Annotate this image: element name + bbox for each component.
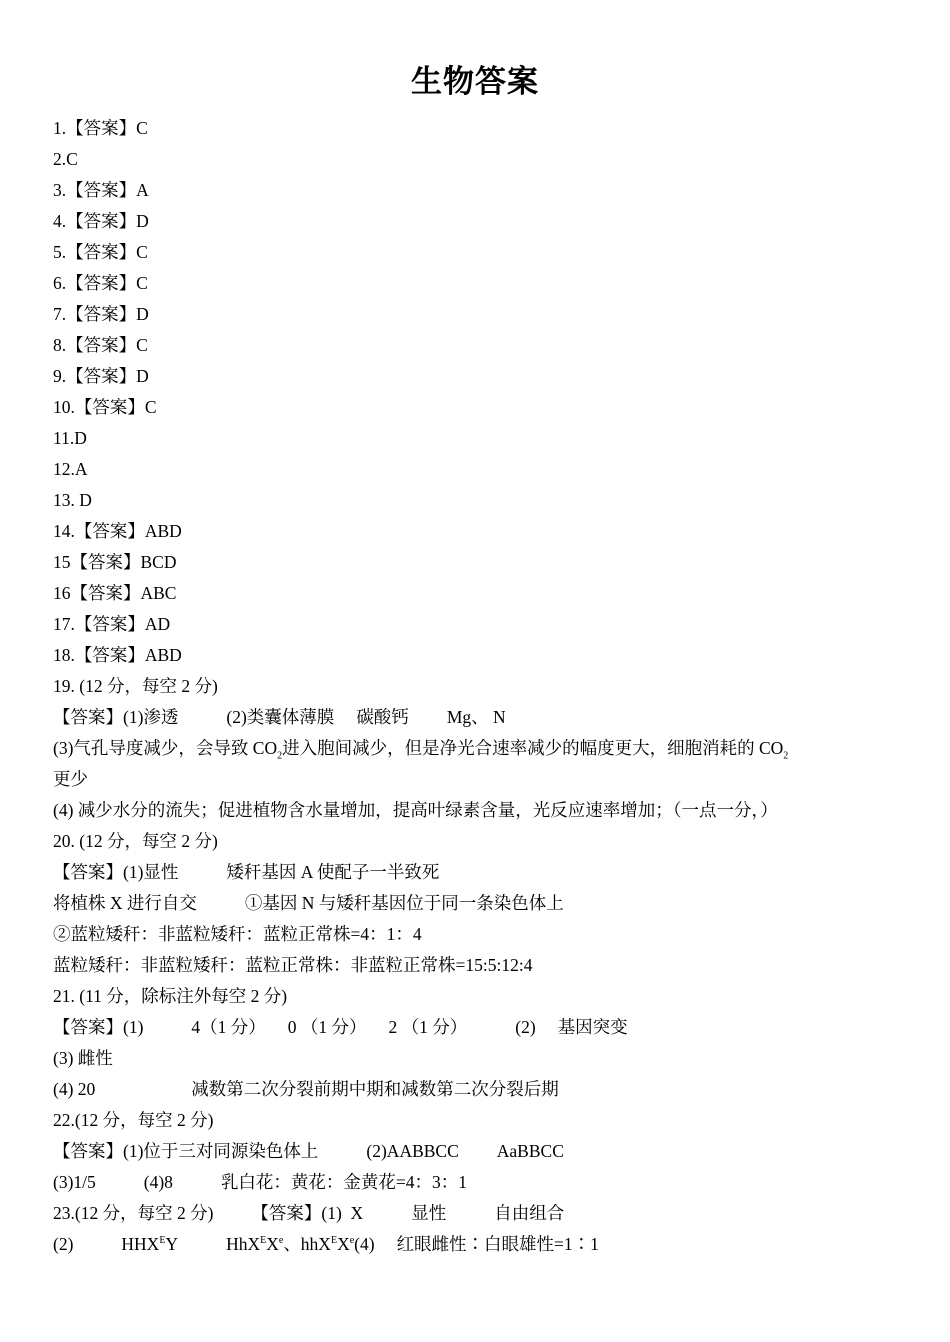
q22-l2a: (3)1/5 bbox=[53, 1172, 96, 1192]
q20-l1a: 【答案】(1)显性 bbox=[53, 862, 179, 882]
q23-g1sup: E bbox=[159, 1235, 166, 1247]
q19-l1a: 【答案】(1)渗透 bbox=[53, 707, 179, 727]
q23-g2sup3: E bbox=[330, 1235, 338, 1247]
q19-line-4: (4) 减少水分的流失；促进植物含水量增加，提高叶绿素含量，光反应速率增加；（一点一分，） bbox=[53, 800, 778, 820]
q19-l1c: 碳酸钙 bbox=[356, 707, 409, 727]
answer-list bbox=[53, 113, 903, 1260]
q19-line-2 bbox=[53, 733, 903, 764]
answer-12: 12.A bbox=[53, 459, 88, 479]
answer-8: 8.【答案】C bbox=[53, 335, 148, 355]
answer-18: 18.【答案】ABD bbox=[53, 645, 182, 665]
answer-13: 13. D bbox=[53, 490, 92, 510]
q21-l1b: 4（1 分） bbox=[191, 1017, 266, 1037]
answer-1: 1.【答案】C bbox=[53, 118, 148, 138]
q20-line-4: 蓝粒矮秆：非蓝粒矮秆：蓝粒正常株：非蓝粒正常株=15:5:12:4 bbox=[53, 955, 533, 975]
q19-line-1 bbox=[53, 702, 903, 733]
q23-l1b: 【答案】(1) X bbox=[251, 1203, 364, 1223]
q22-l1c: AaBBCC bbox=[496, 1141, 564, 1161]
q23-g2e: (4) bbox=[354, 1234, 375, 1254]
q20-line-1 bbox=[53, 857, 903, 888]
q21-l1c: 0 （1 分） bbox=[287, 1017, 367, 1037]
q21-line-3 bbox=[53, 1074, 903, 1105]
q22-line-1 bbox=[53, 1136, 903, 1167]
answer-3: 3.【答案】A bbox=[53, 180, 149, 200]
q20-l2b: ①基因 N 与矮秆基因位于同一条染色体上 bbox=[244, 893, 564, 913]
q21-l1e: (2) bbox=[515, 1017, 536, 1037]
q23-g2d: X bbox=[337, 1234, 350, 1254]
q20-line-2 bbox=[53, 888, 903, 919]
q22-l2c: 乳白花：黄花：金黄花=4：3：1 bbox=[220, 1172, 468, 1192]
q21-line-1 bbox=[53, 1012, 903, 1043]
answer-17: 17.【答案】AD bbox=[53, 614, 171, 634]
q23-line-2 bbox=[53, 1229, 903, 1260]
answer-2: 2.C bbox=[53, 149, 78, 169]
q21-line-2: (3) 雌性 bbox=[53, 1048, 113, 1068]
page-title: 生物答案 bbox=[411, 64, 539, 100]
q20-heading: 20. (12 分，每空 2 分) bbox=[53, 831, 218, 851]
q21-l1f: 基因突变 bbox=[557, 1017, 628, 1037]
q23-genotype-2 bbox=[226, 1234, 374, 1254]
q22-heading: 22.(12 分，每空 2 分) bbox=[53, 1110, 214, 1130]
q19-line-3: 更少 bbox=[53, 769, 88, 789]
q23-g2sup1: E bbox=[260, 1235, 267, 1247]
q23-g2a: HhX bbox=[226, 1234, 261, 1254]
q23-line-1 bbox=[53, 1198, 903, 1229]
q19-heading: 19. (12 分，每空 2 分) bbox=[53, 676, 218, 696]
q22-l2b: (4)8 bbox=[143, 1172, 173, 1192]
answer-9: 9.【答案】D bbox=[53, 366, 149, 386]
q21-l1d: 2 （1 分） bbox=[388, 1017, 468, 1037]
answer-7: 7.【答案】D bbox=[53, 304, 149, 324]
answer-14: 14.【答案】ABD bbox=[53, 521, 182, 541]
q22-l1a: 【答案】(1)位于三对同源染色体上 bbox=[53, 1141, 319, 1161]
answer-6: 6.【答案】C bbox=[53, 273, 148, 293]
q19-l2a: (3)气孔导度减少，会导致 CO bbox=[53, 738, 278, 758]
q20-l1b: 矮秆基因 A 使配子一半致死 bbox=[226, 862, 440, 882]
answer-15: 15【答案】BCD bbox=[53, 552, 177, 572]
q23-g2sup2: e bbox=[278, 1235, 284, 1247]
q23-g1a: HHX bbox=[121, 1234, 160, 1254]
q22-l1b: (2)AABBCC bbox=[366, 1141, 459, 1161]
q19-l2b: 进入胞间减少，但是净光合速率减少的幅度更大，细胞消耗的 CO bbox=[282, 738, 784, 758]
q21-l3b: 减数第二次分裂前期中期和减数第二次分裂后期 bbox=[191, 1079, 559, 1099]
q23-l2c: 红眼雌性∶白眼雄性=1∶1 bbox=[396, 1234, 599, 1254]
q23-g1b: Y bbox=[165, 1234, 179, 1254]
q23-l1a: 23.(12 分，每空 2 分) bbox=[53, 1203, 214, 1223]
answer-11: 11.D bbox=[53, 428, 87, 448]
q23-l1d: 自由组合 bbox=[494, 1203, 565, 1223]
q23-l1c: 显性 bbox=[411, 1203, 447, 1223]
q22-line-2 bbox=[53, 1167, 903, 1198]
q20-l2a: 将植株 X 进行自交 bbox=[53, 893, 197, 913]
q19-l2-sub2: 2 bbox=[783, 750, 789, 762]
q21-heading: 21. (11 分，除标注外每空 2 分) bbox=[53, 986, 288, 1006]
q23-g2b: X bbox=[266, 1234, 279, 1254]
answer-4: 4.【答案】D bbox=[53, 211, 149, 231]
answer-10: 10.【答案】C bbox=[53, 397, 157, 417]
q23-g2c: 、hhX bbox=[283, 1234, 331, 1254]
answer-16: 16【答案】ABC bbox=[53, 583, 177, 603]
q19-l1b: (2)类囊体薄膜 bbox=[226, 707, 335, 727]
q21-l1a: 【答案】(1) bbox=[53, 1017, 144, 1037]
q20-line-3: ②蓝粒矮秆：非蓝粒矮秆：蓝粒正常株=4：1：4 bbox=[53, 924, 422, 944]
q23-g2sup4: e bbox=[349, 1235, 355, 1247]
q23-genotype-1 bbox=[121, 1234, 178, 1254]
q19-l2-sub1: 2 bbox=[277, 750, 283, 762]
q19-l1d: Mg、 N bbox=[446, 707, 506, 727]
q21-l3a: (4) 20 bbox=[53, 1079, 96, 1099]
q23-l2a: (2) bbox=[53, 1234, 74, 1254]
answer-5: 5.【答案】C bbox=[53, 242, 148, 262]
